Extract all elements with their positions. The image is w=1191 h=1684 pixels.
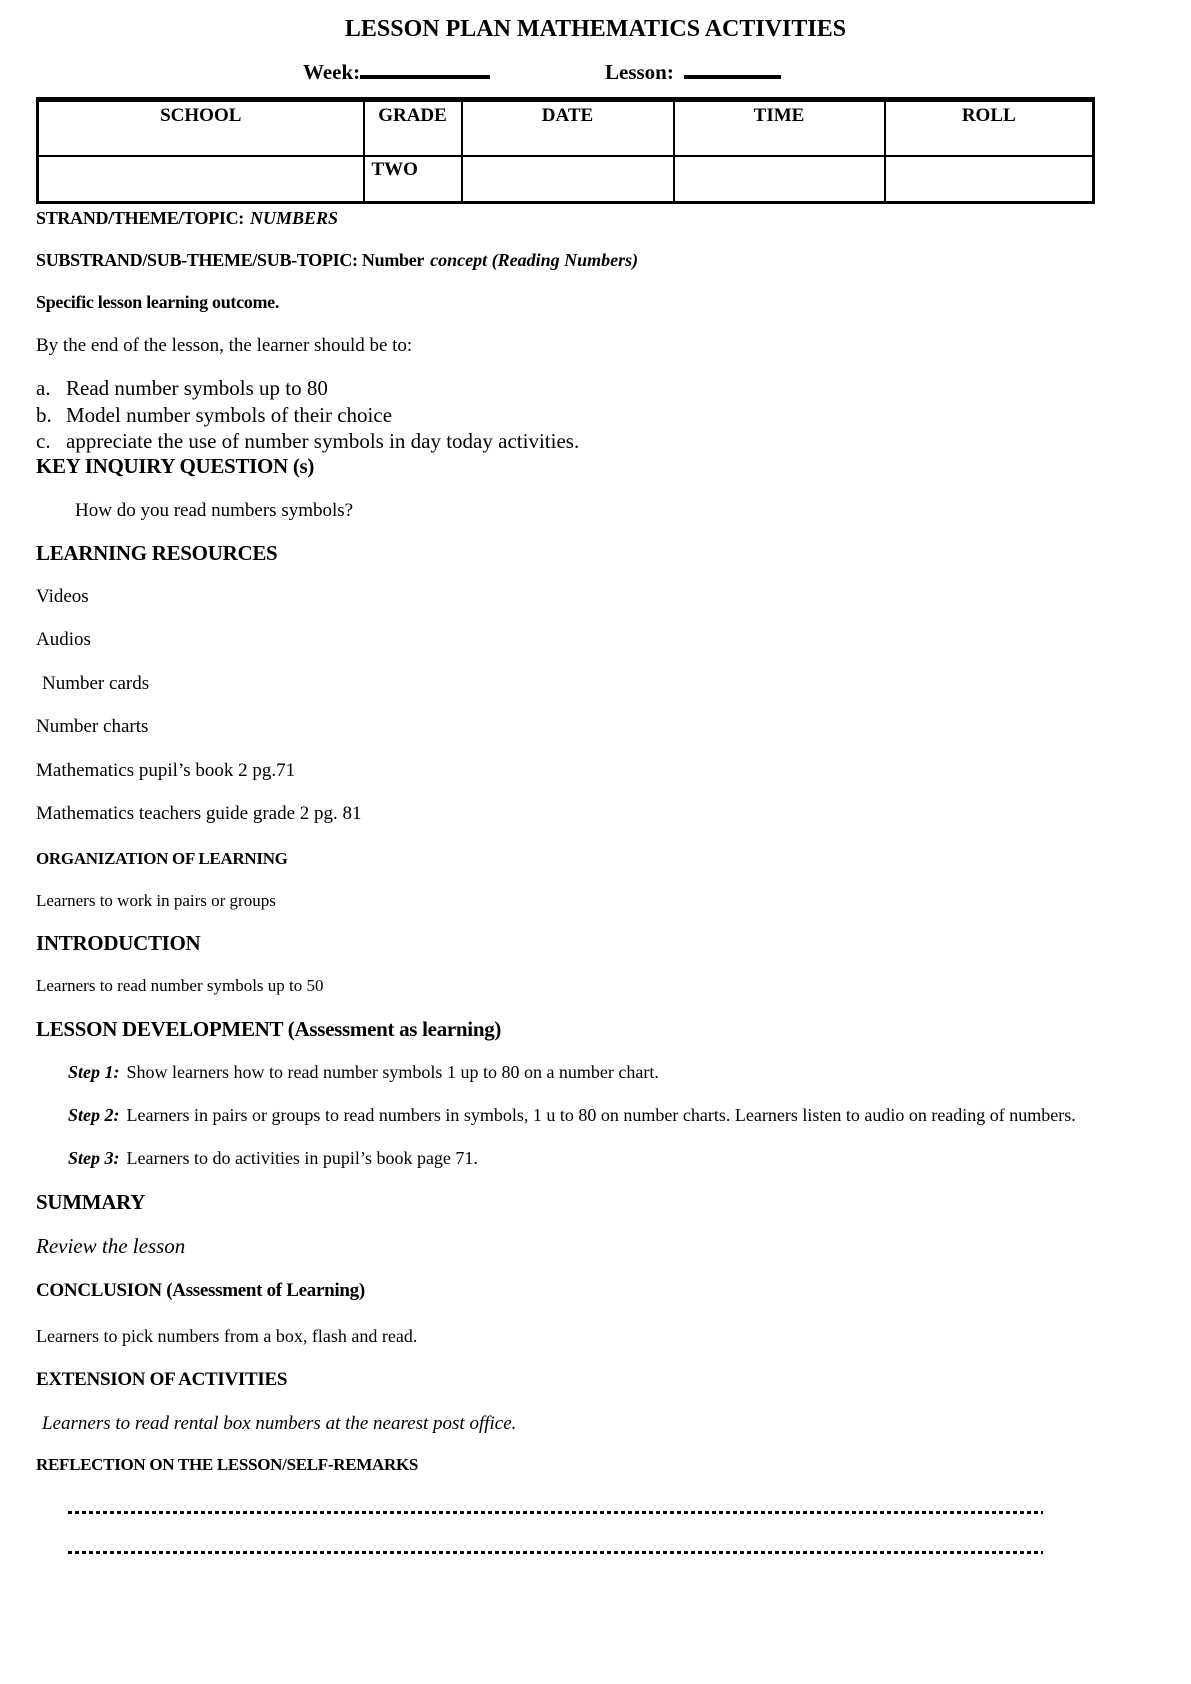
- key-inquiry-question: How do you read numbers symbols?: [75, 500, 354, 521]
- step-text: Learners to do activities in pupil’s book page 71.: [126, 1148, 478, 1168]
- outcome-item-a: [36, 376, 328, 400]
- step-label: Step 3:: [68, 1148, 120, 1168]
- summary-text: Review the lesson: [36, 1234, 186, 1258]
- step-text: Show learners how to read number symbols 1 up to 80 on a number chart.: [126, 1062, 659, 1082]
- week-blank-line: [360, 57, 490, 79]
- outcome-item-text: appreciate the use of number symbols in day today activities.: [66, 429, 580, 453]
- step-label: Step 1:: [68, 1062, 120, 1082]
- strand-line: [36, 208, 338, 230]
- resource-item-audios: Audios: [36, 629, 91, 650]
- substrand-line: [36, 250, 638, 272]
- reflection-dotted-line-1: [68, 1511, 1043, 1514]
- cell-school: [38, 156, 364, 203]
- outcome-intro: By the end of the lesson, the learner should be to:: [36, 335, 413, 356]
- step-text: Learners in pairs or groups to read numbers in symbols, 1 u to 80 on number charts. Learners listen to audio on reading of numbers.: [126, 1105, 1076, 1125]
- cell-roll: [885, 156, 1094, 203]
- outcome-item-marker: c.: [36, 429, 51, 453]
- cell-time: [674, 156, 885, 203]
- introduction-heading: INTRODUCTION: [36, 931, 201, 955]
- lesson-field: [605, 57, 781, 84]
- substrand-label: SUBSTRAND/SUB-THEME/SUB-TOPIC: Number: [36, 250, 425, 270]
- header-cell-date: DATE: [462, 100, 674, 157]
- learning-resources-heading: LEARNING RESOURCES: [36, 541, 278, 565]
- strand-value: NUMBERS: [250, 208, 339, 228]
- lesson-development-heading: LESSON DEVELOPMENT (Assessment as learning): [36, 1017, 502, 1041]
- week-field: [303, 57, 490, 84]
- resource-item-pupils-book: Mathematics pupil’s book 2 pg.71: [36, 760, 296, 781]
- reflection-dotted-line-2: [68, 1551, 1043, 1554]
- strand-label: STRAND/THEME/TOPIC:: [36, 208, 244, 228]
- lesson-step-1: [68, 1062, 659, 1083]
- lesson-step-3: [68, 1148, 478, 1169]
- organization-heading: ORGANIZATION OF LEARNING: [36, 849, 288, 868]
- cell-date: [462, 156, 674, 203]
- cell-grade: TWO: [364, 156, 462, 203]
- outcome-heading: Specific lesson learning outcome.: [36, 292, 280, 312]
- extension-heading: EXTENSION OF ACTIVITIES: [36, 1369, 288, 1390]
- substrand-value: concept (Reading Numbers): [430, 250, 639, 270]
- resource-item-videos: Videos: [36, 586, 89, 607]
- extension-text: Learners to read rental box numbers at the nearest post office.: [42, 1413, 517, 1434]
- header-cell-time: TIME: [674, 100, 885, 157]
- outcome-item-c: [36, 429, 579, 453]
- header-cell-school: SCHOOL: [38, 100, 364, 157]
- lesson-label: Lesson:: [605, 60, 674, 84]
- outcome-item-marker: b.: [36, 403, 52, 427]
- resource-item-number-cards: Number cards: [42, 673, 150, 694]
- introduction-text: Learners to read number symbols up to 50: [36, 976, 324, 995]
- outcome-item-text: Model number symbols of their choice: [66, 403, 393, 427]
- outcome-item-b: [36, 403, 392, 427]
- header-cell-roll: ROLL: [885, 100, 1094, 157]
- info-table: [36, 97, 1095, 204]
- page-title: LESSON PLAN MATHEMATICS ACTIVITIES: [344, 16, 847, 42]
- lesson-blank-line: [684, 57, 781, 79]
- outcome-item-marker: a.: [36, 376, 51, 400]
- info-table-value-row: [38, 156, 1094, 203]
- reflection-heading: REFLECTION ON THE LESSON/SELF-REMARKS: [36, 1455, 419, 1474]
- outcome-item-text: Read number symbols up to 80: [66, 376, 328, 400]
- lesson-step-2: [68, 1105, 1076, 1126]
- week-label: Week:: [303, 60, 361, 84]
- conclusion-text: Learners to pick numbers from a box, flash and read.: [36, 1326, 418, 1346]
- conclusion-heading: CONCLUSION (Assessment of Learning): [36, 1280, 365, 1301]
- resource-item-number-charts: Number charts: [36, 716, 149, 737]
- key-inquiry-heading: KEY INQUIRY QUESTION (s): [36, 454, 315, 478]
- summary-heading: SUMMARY: [36, 1190, 146, 1214]
- resource-item-teachers-guide: Mathematics teachers guide grade 2 pg. 81: [36, 803, 362, 824]
- info-table-header-row: [38, 100, 1094, 157]
- step-label: Step 2:: [68, 1105, 120, 1125]
- header-cell-grade: GRADE: [364, 100, 462, 157]
- organization-text: Learners to work in pairs or groups: [36, 891, 276, 910]
